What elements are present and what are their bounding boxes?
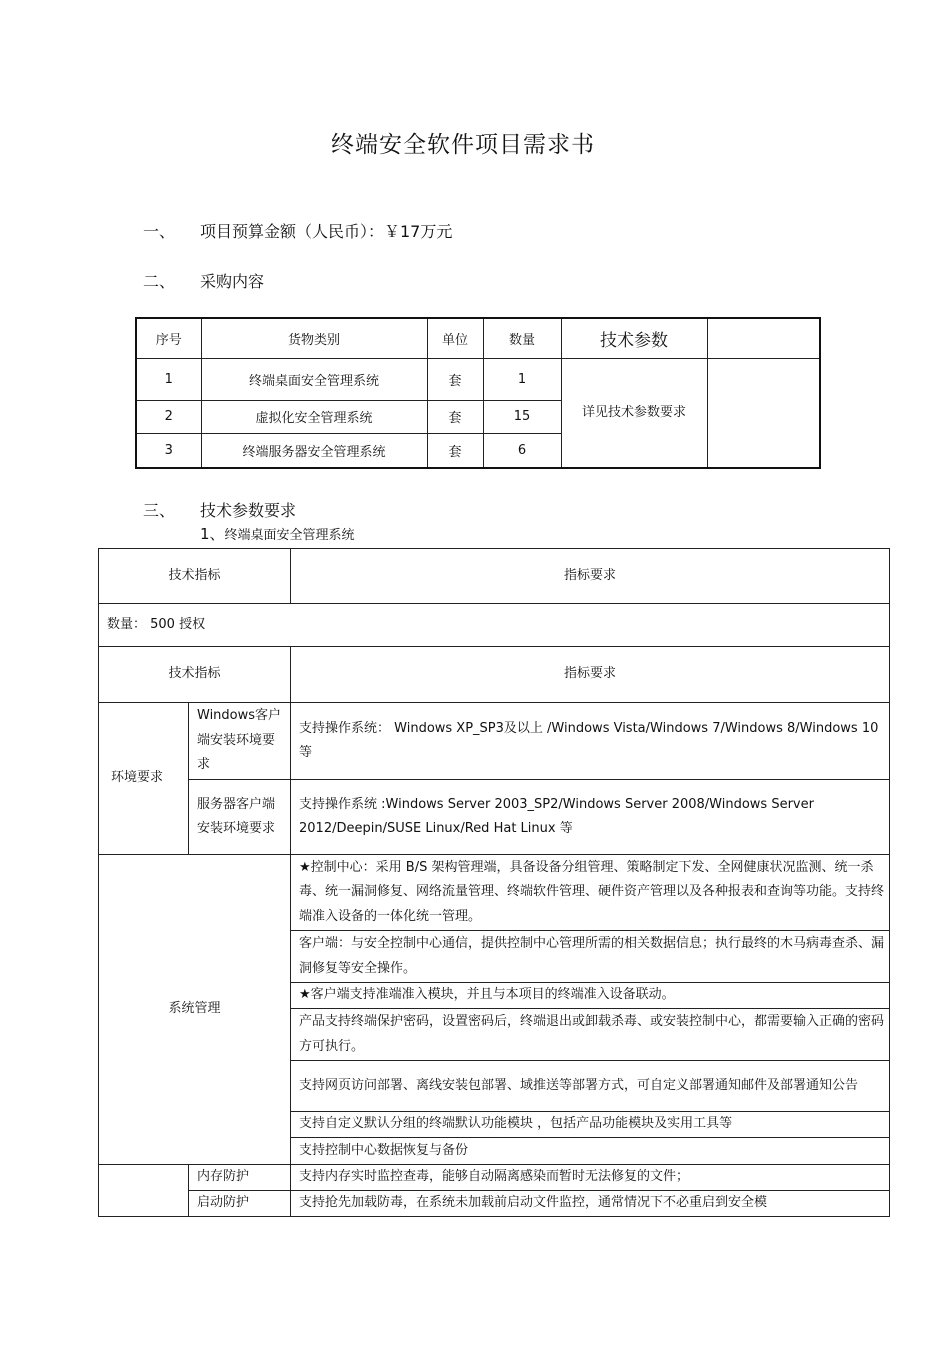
header-requirement: 指标要求 <box>291 549 890 604</box>
protection-value: 支持抢先加载防毒，在系统未加载前启动文件监控，通常情况下不必重启到安全模 <box>291 1191 890 1217</box>
section-number: 二、 <box>143 272 176 291</box>
protection-value: 支持内存实时监控查毒，能够自动隔离感染而暂时无法修复的文件； <box>291 1165 890 1191</box>
section-tech-params <box>143 498 643 520</box>
subsection-text: 终端桌面安全管理系统 <box>224 528 355 543</box>
subsection-heading <box>200 523 355 544</box>
sysmgmt-item: 支持自定义默认分组的终端默认功能模块 ，包括产品功能模块及实用工具等 <box>291 1112 890 1138</box>
sysmgmt-item: ★客户端支持准端准入模块，并且与本项目的终端准入设备联动。 <box>291 983 890 1009</box>
section-budget <box>143 219 643 241</box>
header-cell: 单位 <box>427 318 483 358</box>
env-name: Windows客户端安装环境要求 <box>189 703 291 780</box>
cell-unit: 套 <box>427 400 483 433</box>
procurement-table <box>135 317 821 469</box>
env-value: 支持操作系统 :Windows Server 2003_SP2/Windows Server 2008/Windows Server 2012/Deepin/SUSE Linux/Red Hat Linux 等 <box>291 780 890 855</box>
header-cell: 技术参数 <box>561 318 707 358</box>
env-name: 服务器客户端安装环境要求 <box>189 780 291 855</box>
header-cell: 数量 <box>483 318 561 358</box>
sysmgmt-label: 系统管理 <box>99 855 291 1165</box>
sysmgmt-item: 产品支持终端保护密码，设置密码后，终端退出或卸载杀毒、或安装控制中心，都需要输入正确的密码方可执行。 <box>291 1009 890 1061</box>
protection-name: 内存防护 <box>189 1165 291 1191</box>
section-text: 项目预算金额（人民币）：￥17万元 <box>200 222 453 241</box>
sysmgmt-row <box>99 855 890 931</box>
protection-name: 启动防护 <box>189 1191 291 1217</box>
env-label: 环境要求 <box>99 703 189 855</box>
spec-header-row <box>99 647 890 703</box>
table-header-row <box>136 318 820 358</box>
cell-category: 终端服务器安全管理系统 <box>201 433 427 468</box>
spec-table <box>98 548 890 1217</box>
env-value: 支持操作系统： Windows XP_SP3及以上 /Windows Vista/Windows 7/Windows 8/Windows 10 等 <box>291 703 890 780</box>
sysmgmt-item: 客户端：与安全控制中心通信，提供控制中心管理所需的相关数据信息；执行最终的木马病毒查杀、漏洞修复等安全操作。 <box>291 931 890 983</box>
header-indicator: 技术指标 <box>99 549 291 604</box>
cell-unit: 套 <box>427 358 483 400</box>
cell-category: 虚拟化安全管理系统 <box>201 400 427 433</box>
quantity-row <box>99 604 890 647</box>
cell-extra-merged <box>707 358 820 468</box>
header-requirement: 指标要求 <box>291 647 890 703</box>
cell-spec-merged: 详见技术参数要求 <box>561 358 707 468</box>
protection-row <box>99 1165 890 1191</box>
cell-unit: 套 <box>427 433 483 468</box>
cell-no: 2 <box>136 400 201 433</box>
cell-qty: 1 <box>483 358 561 400</box>
header-cell <box>707 318 820 358</box>
protection-label <box>99 1165 189 1217</box>
section-text: 技术参数要求 <box>200 501 297 520</box>
header-cell: 序号 <box>136 318 201 358</box>
header-cell: 货物类别 <box>201 318 427 358</box>
subsection-number: 1、 <box>200 525 225 543</box>
sysmgmt-item: ★控制中心：采用 B/S 架构管理端，具备设备分组管理、策略制定下发、全网健康状况监测、统一杀毒、统一漏洞修复、网络流量管理、终端软件管理、硬件资产管理以及各种报表和查询等功能。支持终端准入设备的一体化统一管理。 <box>291 855 890 931</box>
section-text: 采购内容 <box>200 272 265 291</box>
cell-no: 3 <box>136 433 201 468</box>
document-title: 终端安全软件项目需求书 <box>331 132 595 158</box>
env-row <box>99 780 890 855</box>
env-row <box>99 703 890 780</box>
header-indicator: 技术指标 <box>99 647 291 703</box>
protection-row <box>99 1191 890 1217</box>
quantity-cell: 数量： 500 授权 <box>99 604 890 647</box>
spec-header-row <box>99 549 890 604</box>
section-number: 一、 <box>143 222 176 241</box>
cell-qty: 15 <box>483 400 561 433</box>
sysmgmt-item: 支持网页访问部署、离线安装包部署、域推送等部署方式，可自定义部署通知邮件及部署通知公告 <box>291 1061 890 1112</box>
section-procurement <box>143 269 643 291</box>
sysmgmt-item: 支持控制中心数据恢复与备份 <box>291 1138 890 1165</box>
section-number: 三、 <box>143 501 176 520</box>
cell-no: 1 <box>136 358 201 400</box>
table-row <box>136 358 820 400</box>
cell-qty: 6 <box>483 433 561 468</box>
cell-category: 终端桌面安全管理系统 <box>201 358 427 400</box>
